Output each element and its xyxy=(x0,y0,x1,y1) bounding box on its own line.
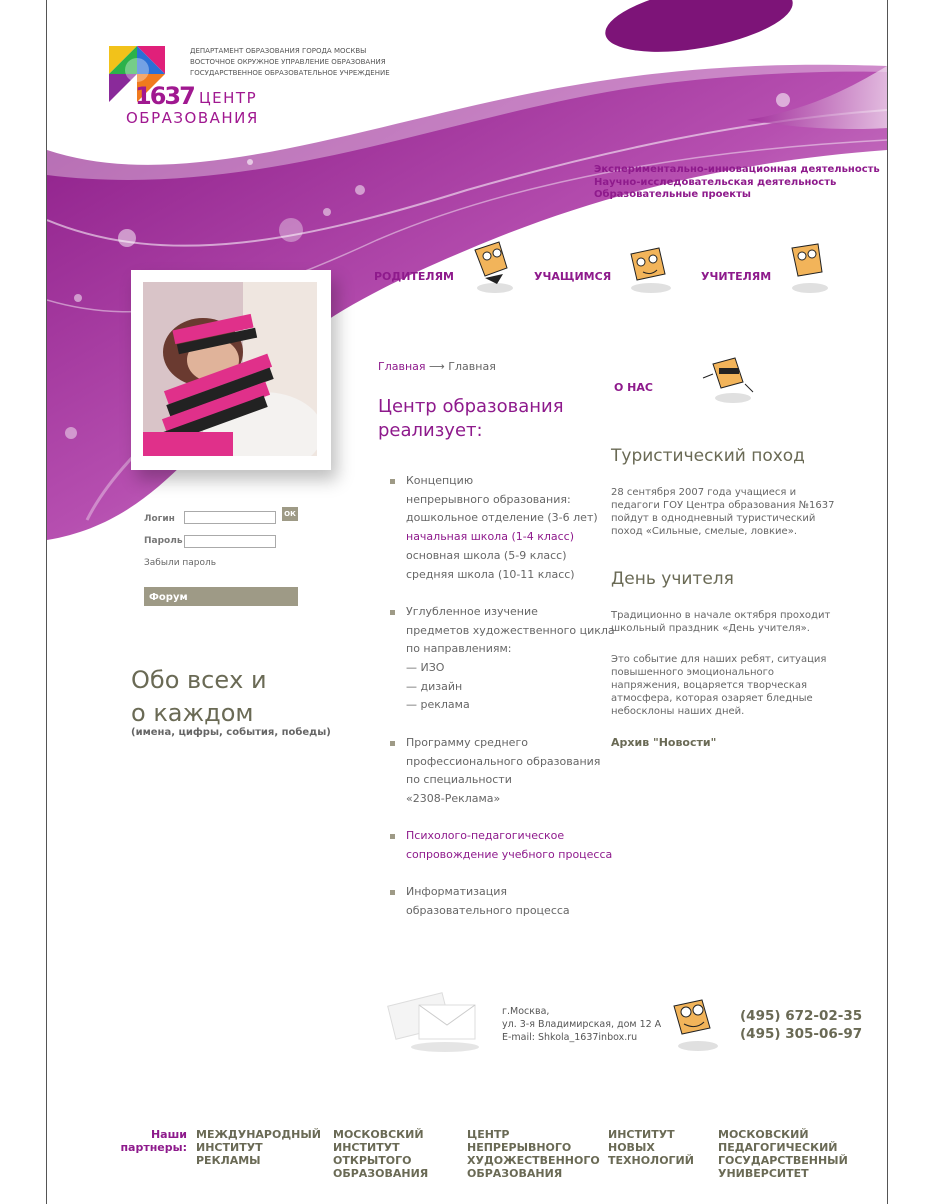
contact-email[interactable]: E-mail: Shkola_1637inbox.ru xyxy=(502,1032,638,1043)
login-ok-button[interactable]: ОК xyxy=(282,507,298,521)
cartoon-face-icon xyxy=(699,354,757,404)
cartoon-face-icon xyxy=(664,994,724,1052)
psychology-support-link[interactable]: сопровождение учебного процесса xyxy=(406,848,613,862)
password-label: Пароль xyxy=(144,536,183,546)
list-line: основная школа (5-9 класс) xyxy=(406,548,567,562)
news-text-teachers-day-2: Это событие для наших ребят, ситуация повышенного эмоционального напряжения, воцаряется творческая атмосфера, которая озаряет бледные небосклоны наших дней. xyxy=(611,654,827,717)
partner-line: ИНСТИТУТ xyxy=(333,1141,400,1154)
partner-new-technologies-institute[interactable] xyxy=(608,1128,694,1167)
cartoon-face-icon xyxy=(621,240,677,296)
about-title-line: Обо всех и xyxy=(131,666,267,694)
breadcrumb xyxy=(378,360,496,373)
breadcrumb-current: Главная xyxy=(448,360,496,373)
bullet-icon xyxy=(390,741,395,746)
nav-about-us[interactable]: О НАС xyxy=(614,381,653,394)
page xyxy=(46,0,888,1204)
activity-link-projects[interactable]: Образовательные проекты xyxy=(594,189,751,200)
partner-line: ГОСУДАРСТВЕННЫЙ xyxy=(718,1154,848,1167)
partners-label-line: партнеры: xyxy=(120,1141,187,1154)
partner-line: НОВЫХ xyxy=(608,1141,655,1154)
bullet-icon xyxy=(390,479,395,484)
about-everyone-title[interactable] xyxy=(131,664,267,730)
list-item xyxy=(390,603,615,715)
activity-link-research[interactable]: Научно-исследовательская деятельность xyxy=(594,176,837,188)
cartoon-face-icon xyxy=(784,238,832,296)
nav-teachers[interactable]: УЧИТЕЛЯМ xyxy=(701,270,772,283)
partner-line: УНИВЕРСИТЕТ xyxy=(718,1167,809,1180)
list-line: — дизайн xyxy=(406,679,463,693)
partner-pedagogical-university[interactable] xyxy=(718,1128,848,1180)
partner-open-education-institute[interactable] xyxy=(333,1128,428,1180)
page-title-line: реализует: xyxy=(378,420,483,441)
partner-line: НЕПРЕРЫВНОГО xyxy=(467,1141,572,1154)
logo-word-center: ЦЕНТР xyxy=(199,89,258,107)
bullet-icon xyxy=(390,890,395,895)
list-line: предметов художественного цикла xyxy=(406,623,615,637)
partner-line: ОБРАЗОВАНИЯ xyxy=(333,1167,429,1180)
bullet-icon xyxy=(390,610,395,615)
photo-frame xyxy=(131,270,331,470)
news-text-hike: 28 сентября 2007 года учащиеся и педагоги ГОУ Центра образования №1637 пойдут в однодневный туристический поход «Сильные, смелые, ловкие». xyxy=(611,487,835,537)
nav-students[interactable]: УЧАЩИМСЯ xyxy=(534,270,612,283)
contact-address xyxy=(502,1005,661,1044)
department-line: ВОСТОЧНОЕ ОКРУЖНОЕ УПРАВЛЕНИЕ ОБРАЗОВАНИЯ xyxy=(190,58,386,66)
partner-line: МОСКОВСКИЙ xyxy=(718,1128,809,1141)
partner-line: ТЕХНОЛОГИЙ xyxy=(608,1154,694,1167)
list-line: средняя школа (10-11 класс) xyxy=(406,567,575,581)
department-line: ГОСУДАРСТВЕННОЕ ОБРАЗОВАТЕЛЬНОЕ УЧРЕЖДЕНИЕ xyxy=(190,69,390,77)
student-photo xyxy=(143,282,317,456)
list-line: Информатизация xyxy=(406,885,507,899)
password-input[interactable] xyxy=(184,535,276,548)
contact-phones xyxy=(740,1007,862,1043)
list-item xyxy=(390,472,615,584)
department-info xyxy=(190,46,390,79)
list-line: «2308-Реклама» xyxy=(406,791,501,805)
list-item xyxy=(390,883,615,920)
about-everyone-subtitle: (имена, цифры, события, победы) xyxy=(131,727,331,738)
partner-line: ОТКРЫТОГО xyxy=(333,1154,412,1167)
partner-line: МЕЖДУНАРОДНЫЙ xyxy=(196,1128,321,1141)
nav-parents[interactable]: РОДИТЕЛЯМ xyxy=(374,270,454,283)
page-title xyxy=(378,395,564,443)
department-line: ДЕПАРТАМЕНТ ОБРАЗОВАНИЯ ГОРОДА МОСКВЫ xyxy=(190,47,367,55)
list-line: дошкольное отделение (3-6 лет) xyxy=(406,511,598,525)
news-text-teachers-day: Традиционно в начале октября проходит школьный праздник «День учителя». xyxy=(611,610,831,634)
list-line: Углубленное изучение xyxy=(406,604,538,618)
list-line: по направлениям: xyxy=(406,642,512,656)
partner-line: ЦЕНТР xyxy=(467,1128,510,1141)
programs-list xyxy=(390,472,615,940)
partner-line: ПЕДАГОГИЧЕСКИЙ xyxy=(718,1141,838,1154)
forgot-password-link[interactable]: Забыли пароль xyxy=(144,558,217,568)
activity-links xyxy=(594,164,880,202)
partners-label xyxy=(115,1128,187,1154)
envelope-icon xyxy=(387,985,487,1055)
list-line: непрерывного образования: xyxy=(406,492,571,506)
list-line: — реклама xyxy=(406,698,470,712)
news-title-teachers-day[interactable]: День учителя xyxy=(611,569,734,589)
partner-line: РЕКЛАМЫ xyxy=(196,1154,261,1167)
partner-art-education-center[interactable] xyxy=(467,1128,600,1180)
partner-line: ОБРАЗОВАНИЯ xyxy=(467,1167,563,1180)
cartoon-face-icon xyxy=(467,238,517,296)
list-line: — ИЗО xyxy=(406,661,445,675)
partner-line: МОСКОВСКИЙ xyxy=(333,1128,424,1141)
partner-advertising-institute[interactable] xyxy=(196,1128,321,1167)
address-city: г.Москва, xyxy=(502,1006,550,1017)
breadcrumb-arrow-icon: ⟶ xyxy=(429,360,445,373)
partner-line: ХУДОЖЕСТВЕННОГО xyxy=(467,1154,600,1167)
about-title-line: о каждом xyxy=(131,699,254,727)
list-item xyxy=(390,827,615,864)
list-line: по специальности xyxy=(406,773,512,787)
list-item xyxy=(390,734,615,809)
list-line: профессионального образования xyxy=(406,754,601,768)
list-line: Концепцию xyxy=(406,474,474,487)
partner-line: ИНСТИТУТ xyxy=(196,1141,263,1154)
primary-school-link[interactable]: начальная школа (1-4 класс) xyxy=(406,530,574,544)
login-input[interactable] xyxy=(184,511,276,524)
psychology-support-link[interactable]: Психолого-педагогическое xyxy=(406,829,565,843)
activity-link-experimental[interactable]: Экспериментально-инновационная деятельность xyxy=(594,164,880,175)
login-label: Логин xyxy=(144,514,175,524)
forum-button[interactable]: Форум xyxy=(144,587,298,606)
partner-line: ИНСТИТУТ xyxy=(608,1128,675,1141)
phone-number: (495) 672-02-35 xyxy=(740,1008,863,1024)
bullet-icon xyxy=(390,834,395,839)
breadcrumb-home[interactable]: Главная xyxy=(378,360,426,373)
news-title-hike[interactable]: Туристический поход xyxy=(611,446,805,466)
list-line: Программу среднего xyxy=(406,735,528,749)
news-archive-link[interactable]: Архив "Новости" xyxy=(611,736,717,749)
list-line: образовательного процесса xyxy=(406,904,570,918)
logo-word-education: ОБРАЗОВАНИЯ xyxy=(126,109,259,127)
partners-label-line: Наши xyxy=(150,1128,187,1141)
logo-number: 1637 xyxy=(135,82,194,110)
phone-number: (495) 305-06-97 xyxy=(740,1026,863,1042)
address-street: ул. 3-я Владимирская, дом 12 А xyxy=(502,1019,662,1030)
page-title-line: Центр образования xyxy=(378,396,564,417)
